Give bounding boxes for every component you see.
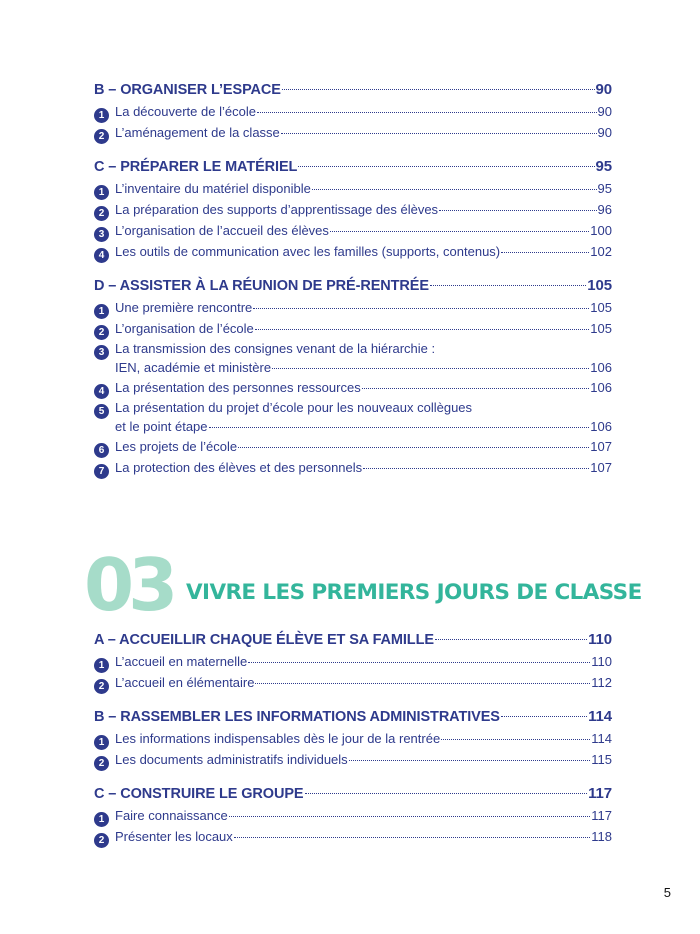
item-label: Les projets de l’école: [115, 439, 238, 454]
item-label: L’accueil en élémentaire: [115, 675, 255, 690]
item-label: Les documents administratifs individuels: [115, 752, 348, 767]
item-label: Les outils de communication avec les familles (supports, contenus): [115, 244, 501, 259]
toc-section-heading[interactable]: [94, 79, 612, 101]
item-number-badge: 1: [94, 735, 109, 750]
dot-leader: [430, 285, 586, 286]
section-spacer: [94, 143, 612, 156]
chapter-title: VIVRE LES PREMIERS JOURS DE CLASSE: [186, 580, 642, 605]
toc-section-heading[interactable]: [94, 156, 612, 178]
item-label: La présentation du projet d’école pour les nouveaux collègues: [115, 400, 473, 415]
dot-leader: [257, 112, 597, 113]
toc-item[interactable]: [94, 199, 612, 220]
chapter-number: 03: [84, 543, 173, 627]
item-label-continued: IEN, académie et ministère: [115, 360, 272, 375]
item-number-badge: 3: [94, 345, 109, 360]
item-page-number: 106: [590, 380, 612, 395]
section-page-number: 110: [588, 631, 612, 648]
toc-item[interactable]: [94, 672, 612, 693]
dot-leader: [234, 837, 590, 838]
toc-item[interactable]: [94, 178, 612, 199]
toc-item[interactable]: [94, 101, 612, 122]
item-number-badge: 7: [94, 464, 109, 479]
item-label: Une première rencontre: [115, 300, 253, 315]
toc-item[interactable]: [94, 651, 612, 672]
item-page-number: 106: [590, 419, 612, 434]
toc-item[interactable]: [94, 398, 612, 436]
section-page-number: 90: [595, 81, 612, 98]
item-page-number: 90: [597, 104, 612, 119]
item-label: La protection des élèves et des personnels: [115, 460, 363, 475]
item-page-number: 102: [590, 244, 612, 259]
item-number-badge: 4: [94, 248, 109, 263]
dot-leader: [298, 166, 594, 167]
section-title: B – RASSEMBLER LES INFORMATIONS ADMINISTRATIVES: [94, 709, 500, 725]
dot-leader: [435, 639, 587, 640]
item-number-badge: 2: [94, 679, 109, 694]
dot-leader: [305, 793, 588, 794]
section-title: A – ACCUEILLIR CHAQUE ÉLÈVE ET SA FAMILLE: [94, 632, 434, 648]
dot-leader: [238, 447, 589, 448]
item-page-number: 105: [590, 321, 612, 336]
dot-leader: [312, 189, 597, 190]
item-line-1: [94, 398, 612, 417]
section-title: C – PRÉPARER LE MATÉRIEL: [94, 159, 298, 175]
dot-leader: [363, 468, 589, 469]
item-number-badge: 3: [94, 227, 109, 242]
toc-item[interactable]: [94, 749, 612, 770]
section-title: C – CONSTRUIRE LE GROUPE: [94, 786, 304, 802]
toc-item[interactable]: [94, 457, 612, 478]
item-number-badge: 1: [94, 185, 109, 200]
item-page-number: 107: [590, 439, 612, 454]
item-line-2: [94, 417, 612, 436]
dot-leader: [253, 308, 589, 309]
item-page-number: 95: [597, 181, 612, 196]
dot-leader: [501, 252, 589, 253]
item-line-2: [94, 358, 612, 377]
item-label-continued: et le point étape: [115, 419, 208, 434]
item-page-number: 118: [591, 829, 612, 844]
dot-leader: [229, 816, 591, 817]
section-title: B – ORGANISER L’ESPACE: [94, 82, 281, 98]
toc-item[interactable]: [94, 436, 612, 457]
dot-leader: [272, 368, 589, 369]
item-label: L’organisation de l’école: [115, 321, 254, 336]
item-page-number: 100: [590, 223, 612, 238]
item-label: La présentation des personnes ressources: [115, 380, 361, 395]
toc-section-heading[interactable]: [94, 706, 612, 728]
toc-part-1: [94, 79, 612, 478]
dot-leader: [439, 210, 596, 211]
dot-leader: [209, 427, 590, 428]
dot-leader: [330, 231, 589, 232]
toc-item[interactable]: [94, 241, 612, 262]
section-spacer: [94, 693, 612, 706]
item-page-number: 115: [591, 752, 612, 767]
dot-leader: [362, 388, 590, 389]
item-page-number: 112: [591, 675, 612, 690]
item-page-number: 107: [590, 460, 612, 475]
dot-leader: [349, 760, 591, 761]
item-number-badge: 1: [94, 304, 109, 319]
toc-item[interactable]: [94, 728, 612, 749]
toc-item[interactable]: [94, 122, 612, 143]
item-number-badge: 2: [94, 833, 109, 848]
dot-leader: [255, 683, 590, 684]
item-number-badge: 2: [94, 756, 109, 771]
section-page-number: 114: [588, 708, 612, 725]
toc-part-2: [94, 629, 612, 847]
item-label: Les informations indispensables dès le jour de la rentrée: [115, 731, 441, 746]
item-label: Présenter les locaux: [115, 829, 233, 844]
toc-item[interactable]: [94, 297, 612, 318]
toc-section-heading[interactable]: [94, 275, 612, 297]
section-page-number: 117: [588, 785, 612, 802]
toc-section-heading[interactable]: [94, 629, 612, 651]
item-number-badge: 1: [94, 812, 109, 827]
toc-item[interactable]: [94, 220, 612, 241]
item-label: L’inventaire du matériel disponible: [115, 181, 311, 196]
page-number: 5: [663, 885, 671, 900]
dot-leader: [248, 662, 590, 663]
item-label: Faire connaissance: [115, 808, 228, 823]
item-page-number: 90: [597, 125, 612, 140]
dot-leader: [501, 716, 587, 717]
toc-item[interactable]: [94, 377, 612, 398]
item-page-number: 105: [590, 300, 612, 315]
item-label: L’organisation de l’accueil des élèves: [115, 223, 329, 238]
item-page-number: 110: [591, 654, 612, 669]
dot-leader: [255, 329, 590, 330]
section-spacer: [94, 770, 612, 783]
item-page-number: 96: [597, 202, 612, 217]
section-spacer: [94, 262, 612, 275]
item-label: La découverte de l’école: [115, 104, 256, 119]
item-number-badge: 2: [94, 206, 109, 221]
dot-leader: [441, 739, 590, 740]
item-line-1: [94, 339, 612, 358]
item-label: L’accueil en maternelle: [115, 654, 248, 669]
item-number-badge: 1: [94, 658, 109, 673]
item-label: La préparation des supports d’apprentissage des élèves: [115, 202, 439, 217]
item-label: La transmission des consignes venant de la hiérarchie :: [115, 341, 436, 356]
item-number-badge: 1: [94, 108, 109, 123]
toc-section-heading[interactable]: [94, 783, 612, 805]
toc-item[interactable]: [94, 826, 612, 847]
item-page-number: 117: [591, 808, 612, 823]
item-page-number: 114: [591, 731, 612, 746]
chapter-heading: [84, 543, 642, 627]
dot-leader: [282, 89, 595, 90]
item-number-badge: 5: [94, 404, 109, 419]
item-number-badge: 2: [94, 325, 109, 340]
toc-item[interactable]: [94, 318, 612, 339]
item-label: L’aménagement de la classe: [115, 125, 280, 140]
section-page-number: 105: [587, 277, 612, 294]
item-number-badge: 6: [94, 443, 109, 458]
item-number-badge: 2: [94, 129, 109, 144]
toc-item[interactable]: [94, 805, 612, 826]
section-page-number: 95: [595, 158, 612, 175]
section-title: D – ASSISTER À LA RÉUNION DE PRÉ-RENTRÉE: [94, 278, 429, 294]
item-number-badge: 4: [94, 384, 109, 399]
toc-item[interactable]: [94, 339, 612, 377]
item-page-number: 106: [590, 360, 612, 375]
dot-leader: [281, 133, 597, 134]
